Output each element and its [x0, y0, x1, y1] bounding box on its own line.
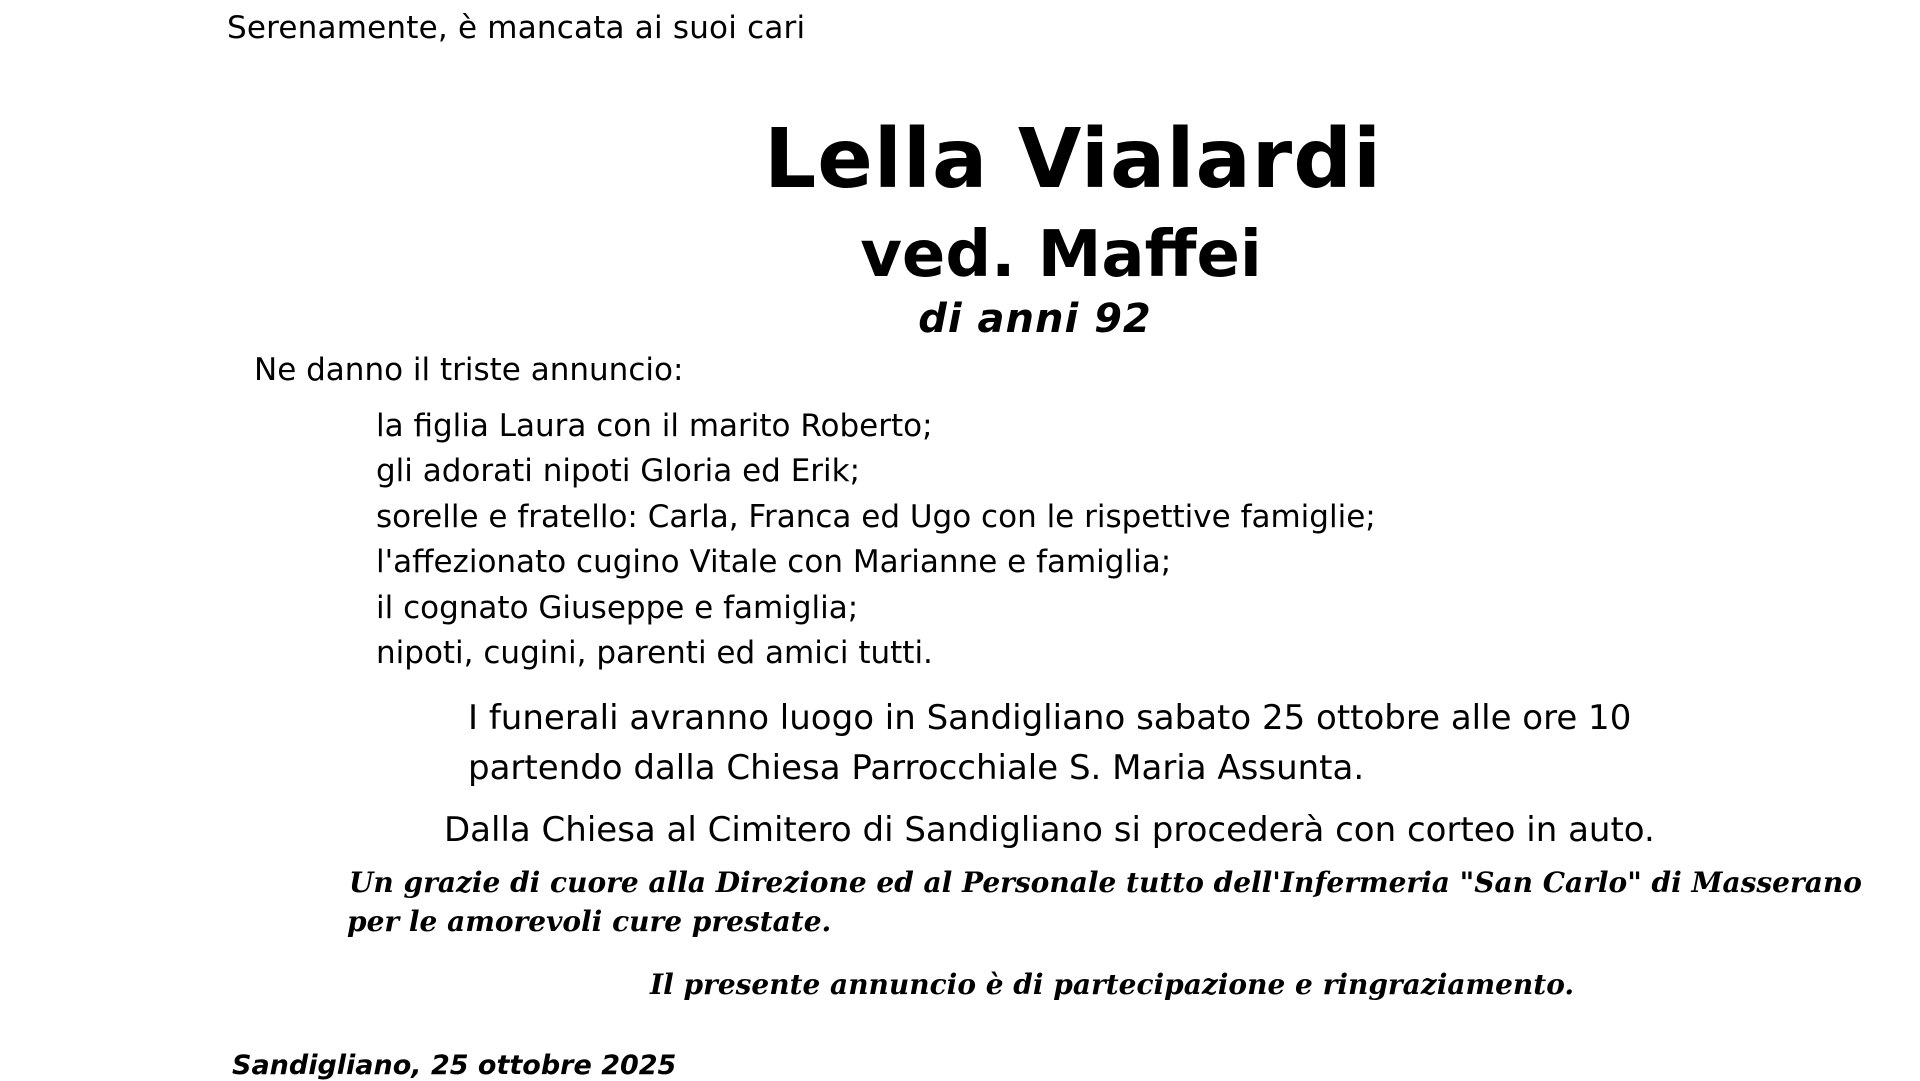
mourner-line: il cognato Giuseppe e famiglia;	[376, 589, 859, 626]
place-date: Sandigliano, 25 ottobre 2025	[232, 1050, 677, 1081]
married-name: ved. Maffei	[860, 218, 1262, 292]
funeral-info-line: partendo dalla Chiesa Parrocchiale S. Maria Assunta.	[468, 748, 1365, 788]
funeral-info-line: I funerali avranno luogo in Sandigliano sabato 25 ottobre alle ore 10	[468, 698, 1632, 738]
mourner-line: sorelle e fratello: Carla, Franca ed Ugo con le rispettive famiglie;	[376, 498, 1376, 535]
mourners-list	[376, 404, 1376, 676]
mourner-line: nipoti, cugini, parenti ed amici tutti.	[376, 634, 933, 671]
intro-text: Serenamente, è mancata ai suoi cari	[227, 10, 806, 46]
mourner-line: la figlia Laura con il marito Roberto;	[376, 408, 933, 444]
thanks-line: per le amorevoli cure prestate.	[347, 905, 832, 938]
participation-note: Il presente annuncio è di partecipazione e ringraziamento.	[650, 968, 1575, 1001]
thanks-line: Un grazie di cuore alla Direzione ed al Personale tutto dell'Infermeria "San Carlo" di Masserano	[349, 866, 1862, 899]
mourner-line: gli adorati nipoti Gloria ed Erik;	[376, 453, 861, 490]
announcement-lead: Ne danno il triste annuncio:	[254, 352, 684, 388]
age-text: di anni 92	[918, 296, 1152, 342]
mourner-line: l'affezionato cugino Vitale con Marianne e famiglia;	[376, 544, 1172, 581]
procession-info: Dalla Chiesa al Cimitero di Sandigliano si procederà con corteo in auto.	[444, 810, 1655, 850]
deceased-name: Lella Vialardi	[763, 112, 1383, 207]
